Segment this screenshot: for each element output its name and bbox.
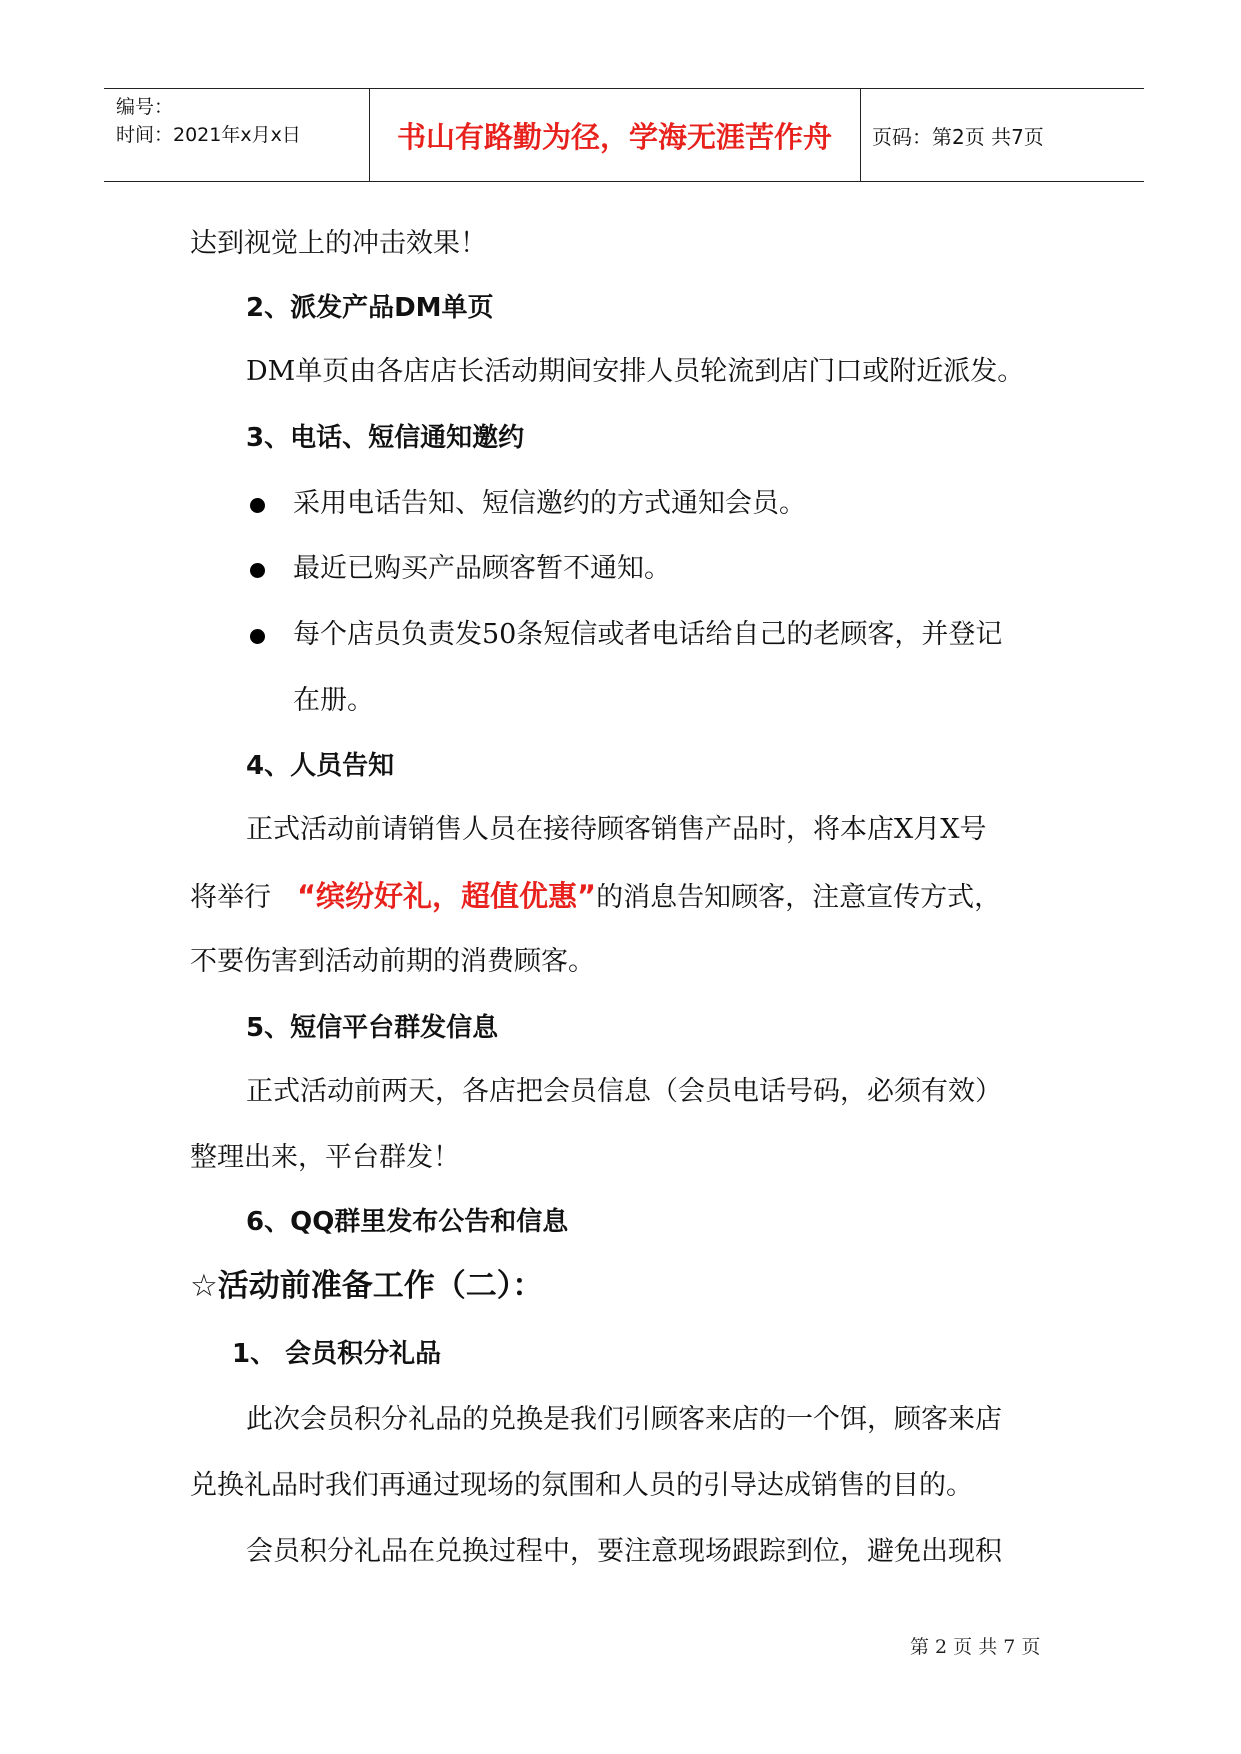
paragraph-4-prefix: 将举行 xyxy=(190,882,271,913)
heading-2: 2、派发产品DM单页 xyxy=(246,293,494,323)
bullet-dot-icon xyxy=(250,563,265,578)
body-line: 达到视觉上的冲击效果！ xyxy=(190,228,487,259)
bullet-item: 采用电话告知、短信邀约的方式通知会员。 xyxy=(293,488,806,519)
bullet-dot-icon xyxy=(250,629,265,644)
paragraph-4-line3: 不要伤害到活动前期的消费顾客。 xyxy=(190,946,595,977)
paragraph-5: 正式活动前两天，各店把会员信息（会员电话号码，必须有效） xyxy=(246,1076,1002,1107)
heading-6: 6、QQ群里发布公告和信息 xyxy=(246,1207,569,1237)
subsection-paragraph-line2: 兑换礼品时我们再通过现场的氛围和人员的引导达成销售的目的。 xyxy=(190,1470,973,1501)
bullet-item: 最近已购买产品顾客暂不通知。 xyxy=(293,553,671,584)
subsection-heading-1: 1、 会员积分礼品 xyxy=(232,1339,442,1369)
paragraph-5-line2: 整理出来，平台群发！ xyxy=(190,1142,460,1173)
paragraph-4-suffix: 的消息告知顾客，注意宣传方式， xyxy=(596,882,1002,913)
paragraph-2: DM单页由各店店长活动期间安排人员轮流到店门口或附近派发。 xyxy=(246,356,1025,387)
header-page-number: 页码：第2页 共7页 xyxy=(872,124,1044,149)
header-motto: 书山有路勤为径，学海无涯苦作舟 xyxy=(396,119,832,154)
promo-slogan: “缤纷好礼，超值优惠” xyxy=(297,879,597,913)
header-time: 时间：2021年x月x日 xyxy=(116,124,301,146)
paragraph-4-line2 xyxy=(190,878,1001,916)
header-meta xyxy=(116,93,301,149)
bullet-item: 每个店员负责发50条短信或者电话给自己的老顾客，并登记 xyxy=(293,619,1003,650)
subsection-paragraph-2: 会员积分礼品在兑换过程中，要注意现场跟踪到位，避免出现积 xyxy=(246,1536,1002,1567)
heading-3: 3、电话、短信通知邀约 xyxy=(246,423,525,453)
paragraph-4: 正式活动前请销售人员在接待顾客销售产品时，将本店X月X号 xyxy=(246,814,987,845)
header-divider xyxy=(860,89,861,181)
heading-5: 5、短信平台群发信息 xyxy=(246,1013,499,1043)
bullet-item-continuation: 在册。 xyxy=(293,685,374,716)
header-number: 编号： xyxy=(116,96,174,118)
heading-4: 4、人员告知 xyxy=(246,751,395,781)
page-header xyxy=(104,88,1144,182)
section-title: ☆活动前准备工作（二）： xyxy=(190,1268,544,1304)
subsection-paragraph: 此次会员积分礼品的兑换是我们引顾客来店的一个饵，顾客来店 xyxy=(246,1404,1002,1435)
bullet-dot-icon xyxy=(250,498,265,513)
page-footer: 第 2 页 共 7 页 xyxy=(910,1636,1041,1658)
